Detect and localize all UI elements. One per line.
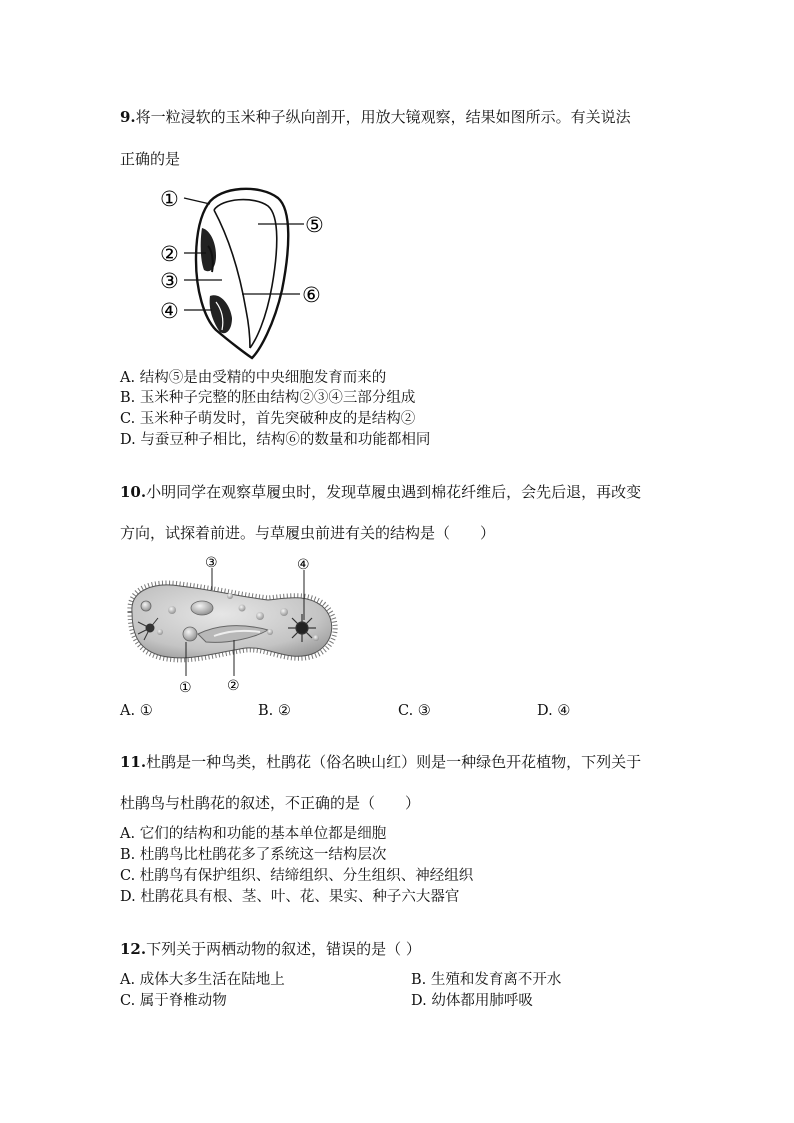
q11-option-c: C. 杜鹃鸟有保护组织、结缔组织、分生组织、神经组织 [120,868,474,884]
q10-option-a: A. ① [120,703,153,719]
paramecium-figure [118,552,350,698]
q9-label-3: ③ [160,269,179,293]
corn-seed-figure [150,180,340,365]
q12-option-a: A. 成体大多生活在陆地上 [120,972,285,988]
q11-number: 11. [120,753,147,771]
q12-option-c: C. 属于脊椎动物 [120,993,227,1009]
q10-stem-line2: 方向，试探着前进。与草履虫前进有关的结构是（ ） [120,524,496,542]
q9-option-d: D. 与蚕豆种子相比，结构⑥的数量和功能都相同 [120,432,431,448]
q10-label-1: ① [179,680,192,696]
q9-label-4: ④ [160,299,179,323]
q12-option-b: B. 生殖和发育离不开水 [411,972,562,988]
q10-option-d: D. ④ [537,703,571,719]
q9-option-a: A. 结构⑤是由受精的中央细胞发育而来的 [120,370,387,386]
q11-stem-text: 杜鹃是一种鸟类，杜鹃花（俗名映山红）则是一种绿色开花植物，下列关于 [146,753,642,771]
q10-label-2: ② [227,678,240,694]
q11-option-d: D. 杜鹃花具有根、茎、叶、花、果实、种子六大器官 [120,889,460,905]
q11-stem-line1 [120,753,641,771]
q10-option-c: C. ③ [398,703,431,719]
q11-option-b: B. 杜鹃鸟比杜鹃花多了系统这一结构层次 [120,847,387,863]
q10-label-4: ④ [297,557,310,573]
q10-option-b: B. ② [258,703,291,719]
q10-label-3: ③ [205,555,218,571]
q9-option-b: B. 玉米种子完整的胚由结构②③④三部分组成 [120,390,416,406]
q9-stem-line2: 正确的是 [120,150,181,168]
q9-stem-text: 将一粒浸软的玉米种子纵向剖开，用放大镜观察，结果如图所示。有关说法 [135,108,631,126]
q12-stem-line1 [120,940,421,958]
q9-number: 9. [120,108,136,126]
q12-number: 12. [120,940,147,958]
q9-stem-line1 [120,108,631,126]
q10-stem-line1 [120,483,641,501]
q10-stem-text: 小明同学在观察草履虫时，发现草履虫遇到棉花纤维后，会先后退，再改变 [146,483,642,501]
q9-label-6: ⑥ [302,283,321,307]
q11-option-a: A. 它们的结构和功能的基本单位都是细胞 [120,826,387,842]
q12-option-d: D. 幼体都用肺呼吸 [411,993,533,1009]
q9-label-5: ⑤ [305,213,324,237]
q9-label-2: ② [160,242,179,266]
q11-stem-line2: 杜鹃鸟与杜鹃花的叙述，不正确的是（ ） [120,794,421,812]
q9-option-c: C. 玉米种子萌发时，首先突破种皮的是结构② [120,411,416,427]
q12-stem-text: 下列关于两栖动物的叙述，错误的是（ ） [146,940,421,958]
q10-number: 10. [120,483,147,501]
q9-label-1: ① [160,187,179,211]
